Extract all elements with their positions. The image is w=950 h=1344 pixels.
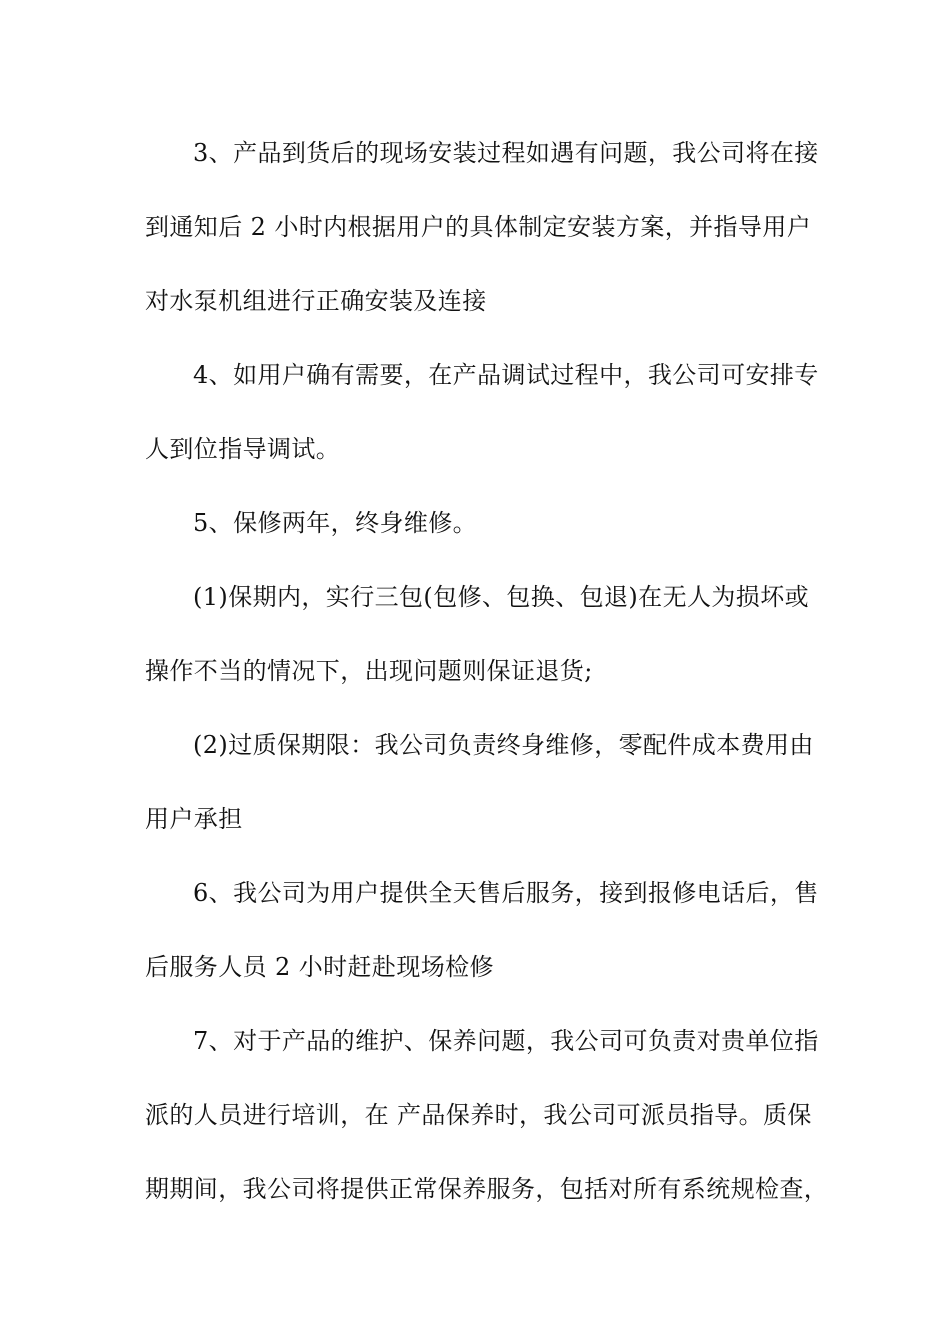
- item-2-line-1: (2)过质保期限：我公司负责终身维修，零配件成本费用由: [193, 731, 814, 759]
- paragraph-4-line-1: 4、如用户确有需要，在产品调试过程中，我公司可安排专: [193, 361, 819, 389]
- item-2-line-2: 用户承担: [145, 805, 243, 833]
- item-1-line-1: (1)保期内，实行三包(包修、包换、包退)在无人为损坏或: [193, 583, 809, 611]
- paragraph-7-line-1: 7、对于产品的维护、保养问题，我公司可负责对贵单位指: [193, 1027, 819, 1055]
- paragraph-5-line-1: 5、保修两年，终身维修。: [193, 509, 478, 537]
- paragraph-3-line-2: 到通知后 2 小时内根据用户的具体制定安装方案，并指导用户: [145, 213, 812, 241]
- paragraph-3-line-1: 3、产品到货后的现场安装过程如遇有问题，我公司将在接: [193, 139, 819, 167]
- paragraph-7-line-3: 期期间，我公司将提供正常保养服务，包括对所有系统规检查，: [145, 1175, 829, 1203]
- paragraph-7-line-2: 派的人员进行培训，在 产品保养时，我公司可派员指导。质保: [145, 1101, 812, 1129]
- paragraph-6-line-2: 后服务人员 2 小时赶赴现场检修: [145, 953, 494, 981]
- item-1-line-2: 操作不当的情况下，出现问题则保证退货;: [145, 657, 593, 685]
- paragraph-4-line-2: 人到位指导调试。: [145, 435, 341, 463]
- paragraph-3-line-3: 对水泵机组进行正确安装及连接: [145, 287, 487, 315]
- paragraph-6-line-1: 6、我公司为用户提供全天售后服务，接到报修电话后，售: [193, 879, 819, 907]
